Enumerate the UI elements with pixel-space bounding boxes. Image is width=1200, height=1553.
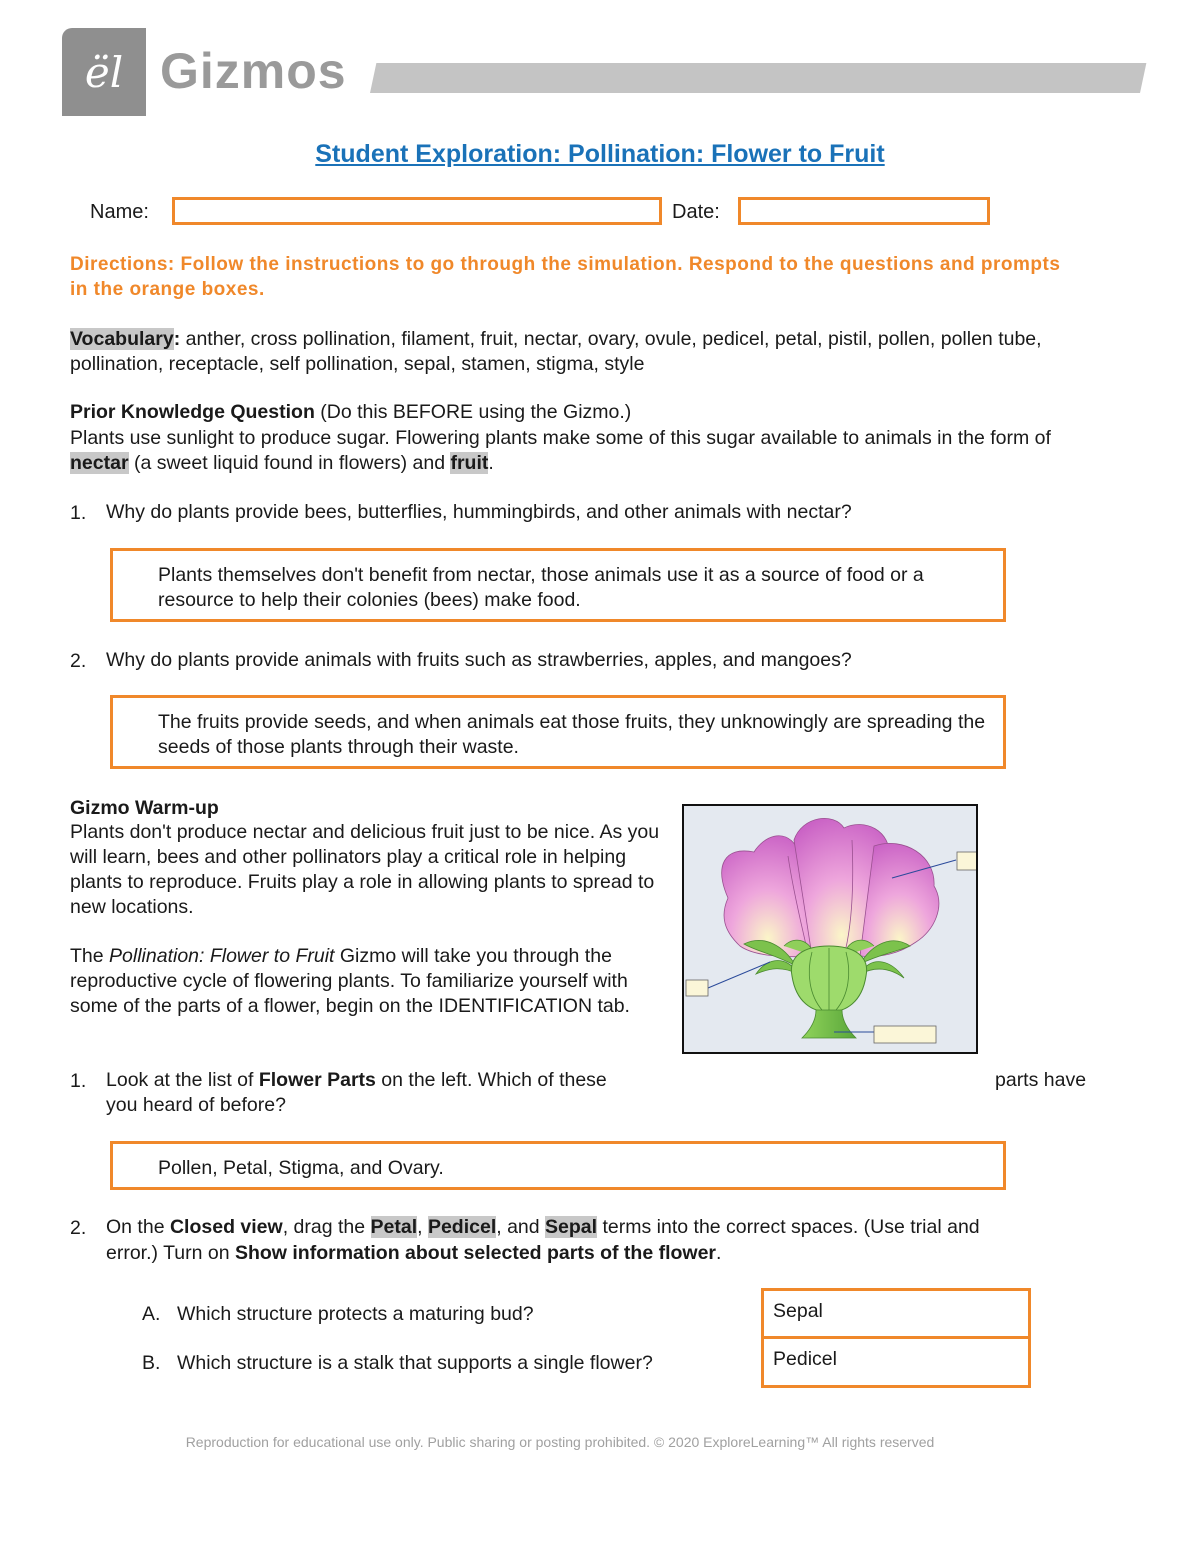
question-text-continued: you heard of before?: [106, 1094, 286, 1116]
label-box-pedicel: [874, 1026, 936, 1043]
vocabulary-label: Vocabulary: [70, 328, 174, 350]
warmup-heading: Gizmo Warm-up: [70, 797, 219, 819]
warmup-paragraph-2: The Pollination: Flower to Fruit Gizmo will take you through the reproductive cycle of flowering plants. To familiarize yourself with some of the parts of a flower, begin on the IDENTIFICATION tab.: [70, 945, 630, 1017]
vocabulary: Vocabulary: anther, cross pollination, filament, fruit, nectar, ovary, ovule, pedicel, petal, pistil, pollen, pollen tube, pollination, receptacle, self pollination, sepal, stamen, stigma, style: [70, 328, 1042, 375]
subquestion-label: A.: [142, 1303, 161, 1325]
term-nectar: nectar: [70, 452, 129, 474]
directions: Directions: Follow the instructions to go through the simulation. Respond to the questions and prompts in the orange boxes.: [70, 254, 1061, 300]
header-bar: [370, 63, 1146, 93]
answer-text: The fruits provide seeds, and when animals eat those fruits, they unknowingly are spreading the seeds of those plants through their waste.: [158, 711, 986, 758]
warmup-paragraph-1: Plants don't produce nectar and delicious fruit just to be nice. As you will learn, bees and other pollinators play a critical role in helping plants to reproduce. Fruits play a role in allowing plants to spread to new locations.: [70, 821, 660, 918]
name-label: Name:: [90, 201, 149, 223]
label-box-sepal: [686, 980, 708, 996]
question-text: On the Closed view, drag the Petal, Pedicel, and Sepal terms into the correct spaces. (Use trial and: [106, 1216, 980, 1238]
name-field[interactable]: [172, 197, 662, 225]
answer-cell-pedicel[interactable]: Pedicel: [761, 1336, 1031, 1388]
question-number: 2.: [70, 650, 87, 672]
answer-text: Plants themselves don't benefit from nectar, those animals use it as a source of food or a resource to help their colonies (bees) make food.: [158, 564, 924, 611]
question-number: 2.: [70, 1217, 87, 1239]
subquestion-text: Which structure is a stalk that supports a single flower?: [177, 1352, 653, 1374]
vocabulary-terms: anther, cross pollination, filament, fruit, nectar, ovary, ovule, pedicel, petal, pistil, pollen, pollen tube, pollination, receptacle, self pollination, sepal, stamen, stigma, style: [70, 328, 1042, 375]
answer-box[interactable]: [110, 548, 1006, 622]
term-petal: Petal: [370, 1216, 418, 1238]
flower-diagram: [682, 804, 978, 1054]
term-fruit: fruit: [450, 452, 489, 474]
footer-copyright: Reproduction for educational use only. Public sharing or posting prohibited. © 2020 ExploreLearning™ All rights reserved: [185, 1434, 935, 1450]
term-sepal: Sepal: [545, 1216, 598, 1238]
question-text-continued: parts have: [995, 1069, 1087, 1091]
petal-right: [860, 843, 939, 956]
prior-knowledge-heading: Prior Knowledge Question (Do this BEFORE using the Gizmo.): [70, 401, 632, 423]
question-text: Look at the list of Flower Parts on the left. Which of these: [106, 1069, 607, 1091]
subquestion-text: Which structure protects a maturing bud?: [177, 1303, 534, 1325]
date-label: Date:: [672, 201, 720, 223]
explorelearning-logo-icon: ël: [84, 47, 124, 97]
page-title: Student Exploration: Pollination: Flower to Fruit: [315, 140, 885, 168]
label-box-petal: [957, 852, 976, 870]
question-text: Why do plants provide animals with fruits such as strawberries, apples, and mangoes?: [106, 649, 852, 671]
question-text: Why do plants provide bees, butterflies, hummingbirds, and other animals with nectar?: [106, 501, 852, 523]
answer-box[interactable]: [110, 1141, 1006, 1190]
answer-cell-sepal[interactable]: Sepal: [761, 1288, 1031, 1339]
question-number: 1.: [70, 1070, 87, 1092]
question-number: 1.: [70, 502, 87, 524]
flower-illustration: [684, 806, 976, 1052]
pedicel: [802, 1010, 856, 1038]
answer-box[interactable]: [110, 695, 1006, 769]
date-field[interactable]: [738, 197, 990, 225]
question-text-continued: error.) Turn on Show information about selected parts of the flower.: [106, 1242, 722, 1264]
brand-name: Gizmos: [160, 43, 347, 99]
answer-text: Pollen, Petal, Stigma, and Ovary.: [158, 1157, 444, 1179]
term-pedicel: Pedicel: [427, 1216, 497, 1238]
prior-knowledge-text: Plants use sunlight to produce sugar. Flowering plants make some of this sugar available to animals in the form of nectar (a sweet liquid found in flowers) and fruit.: [70, 427, 1051, 474]
subquestion-label: B.: [142, 1352, 161, 1374]
